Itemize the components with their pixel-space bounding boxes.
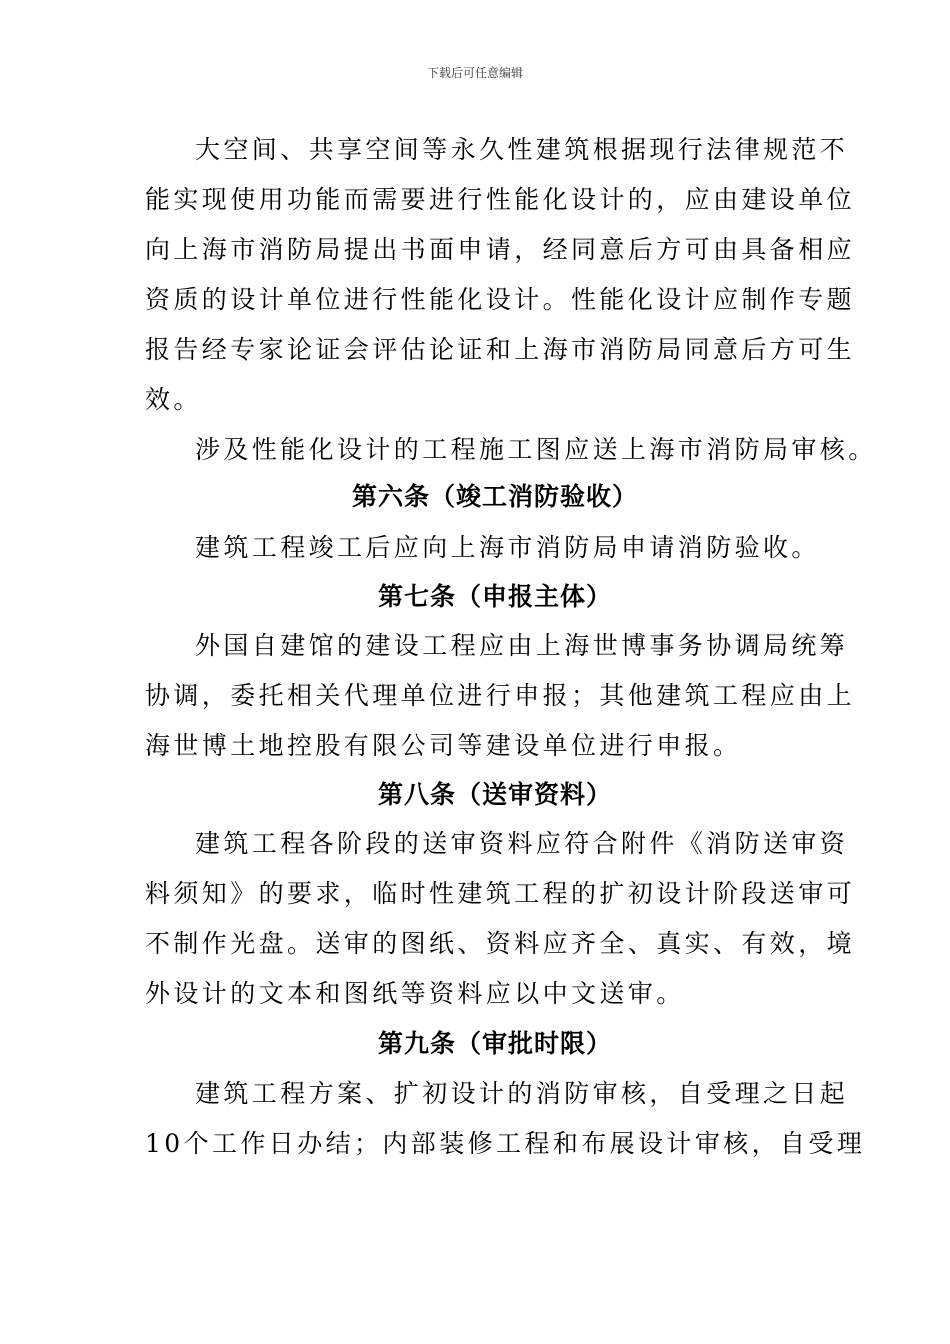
paragraph-line: 不制作光盘。送审的图纸、资料应齐全、真实、有效，境 — [145, 929, 856, 958]
paragraph-line: 建筑工程各阶段的送审资料应符合附件《消防送审资 — [195, 829, 849, 858]
paragraph-line: 效。 — [145, 385, 202, 414]
paragraph-line: 建筑工程方案、扩初设计的消防审核，自受理之日起 — [195, 1079, 849, 1108]
paragraph-line: 10个工作日办结；内部装修工程和布展设计审核，自受理 — [145, 1129, 866, 1158]
paragraph-line: 大空间、共享空间等永久性建筑根据现行法律规范不 — [195, 135, 849, 164]
paragraph-line: 外设计的文本和图纸等资料应以中文送审。 — [145, 979, 685, 1008]
page-header: 下载后可任意编辑 — [426, 66, 523, 80]
paragraph-line: 建筑工程竣工后应向上海市消防局申请消防验收。 — [195, 533, 820, 562]
article-9-title: 第九条（审批时限） — [377, 1029, 612, 1058]
paragraph-line: 料须知》的要求，临时性建筑工程的扩初设计阶段送审可 — [145, 879, 856, 908]
article-8-title: 第八条（送审资料） — [377, 780, 612, 809]
paragraph-line: 向上海市消防局提出书面申请，经同意后方可由具备相应 — [145, 235, 856, 264]
article-7-title: 第七条（申报主体） — [377, 582, 612, 611]
paragraph-line: 海世博土地控股有限公司等建设单位进行申报。 — [145, 731, 742, 760]
article-6-title: 第六条（竣工消防验收） — [351, 482, 638, 511]
paragraph-line: 能实现使用功能而需要进行性能化设计的，应由建设单位 — [145, 185, 856, 214]
paragraph-line: 协调，委托相关代理单位进行申报；其他建筑工程应由上 — [145, 681, 856, 710]
paragraph-line: 涉及性能化设计的工程施工图应送上海市消防局审核。 — [195, 435, 877, 464]
paragraph-line: 报告经专家论证会评估论证和上海市消防局同意后方可生 — [145, 335, 856, 364]
paragraph-line: 资质的设计单位进行性能化设计。性能化设计应制作专题 — [145, 285, 856, 314]
paragraph-line: 外国自建馆的建设工程应由上海世博事务协调局统筹 — [195, 631, 849, 660]
